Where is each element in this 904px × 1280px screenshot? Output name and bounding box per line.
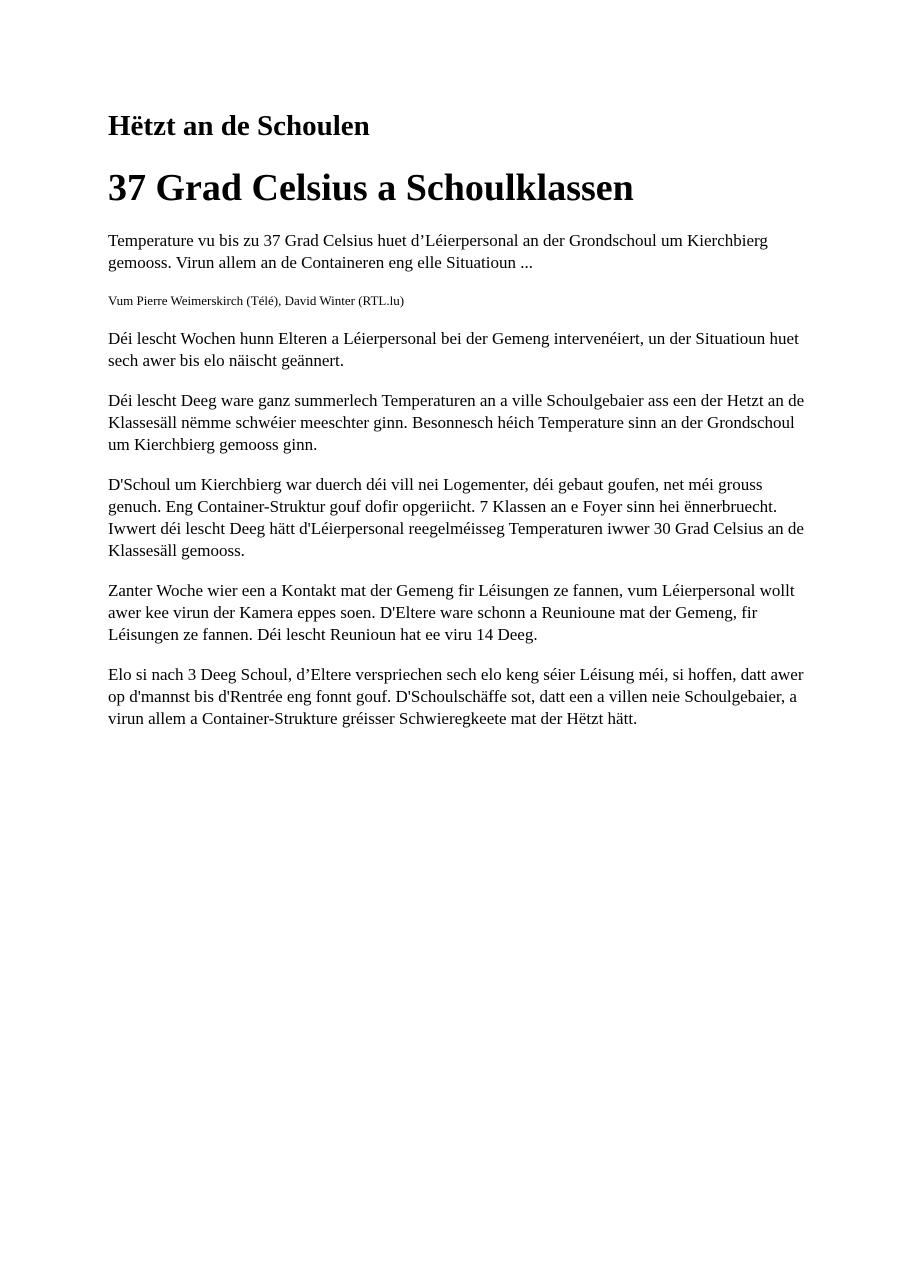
article-byline: Vum Pierre Weimerskirch (Télé), David Winter (RTL.lu) bbox=[108, 293, 405, 308]
article-lead: Temperature vu bis zu 37 Grad Celsius huet d’Léierpersonal an der Grondschoul um Kierchbierg gemooss. Virun allem an de Containeren eng elle Situatioun ... bbox=[108, 231, 768, 272]
article-kicker: Hëtzt an de Schoulen bbox=[108, 110, 370, 142]
article-headline: 37 Grad Celsius a Schoulklassen bbox=[108, 167, 634, 209]
article-paragraph: D'Schoul um Kierchbierg war duerch déi vill nei Logementer, déi gebaut goufen, net méi grouss genuch. Eng Container-Struktur gouf dofir opgeriicht. 7 Klassen an e Foyer sinn hei ënnerbruecht. Iwwert déi lescht Deeg hätt d'Léierpersonal reegelméisseg Temperaturen iwwer 30 Grad Celsius an de Klassesäll gemooss. bbox=[108, 475, 804, 560]
article-paragraph: Zanter Woche wier een a Kontakt mat der Gemeng fir Léisungen ze fannen, vum Léierpersonal wollt awer kee virun der Kamera eppes soen. D'Eltere ware schonn a Reunioune mat der Gemeng, fir Léisungen ze fannen. Déi lescht Reunioun hat ee viru 14 Deeg. bbox=[108, 581, 795, 644]
article-paragraph: Déi lescht Wochen hunn Elteren a Léierpersonal bei der Gemeng intervenéiert, un der Situatioun huet sech awer bis elo näischt geännert. bbox=[108, 329, 799, 370]
article-paragraph: Elo si nach 3 Deeg Schoul, d’Eltere verspriechen sech elo keng séier Léisung méi, si hoffen, datt awer op d'mannst bis d'Rentrée eng fonnt gouf. D'Schoulschäffe sot, datt een a villen neie Schoulgebaier, a virun allem a Container-Strukture gréisser Schwieregkeete mat der Hëtzt hätt. bbox=[108, 665, 804, 728]
article bbox=[108, 108, 808, 748]
article-paragraph: Déi lescht Deeg ware ganz summerlech Temperaturen an a ville Schoulgebaier ass een der Hetzt an de Klassesäll nëmme schwéier meeschter ginn. Besonnesch héich Temperature sinn an der Grondschoul um Kierchbierg gemooss ginn. bbox=[108, 391, 805, 454]
